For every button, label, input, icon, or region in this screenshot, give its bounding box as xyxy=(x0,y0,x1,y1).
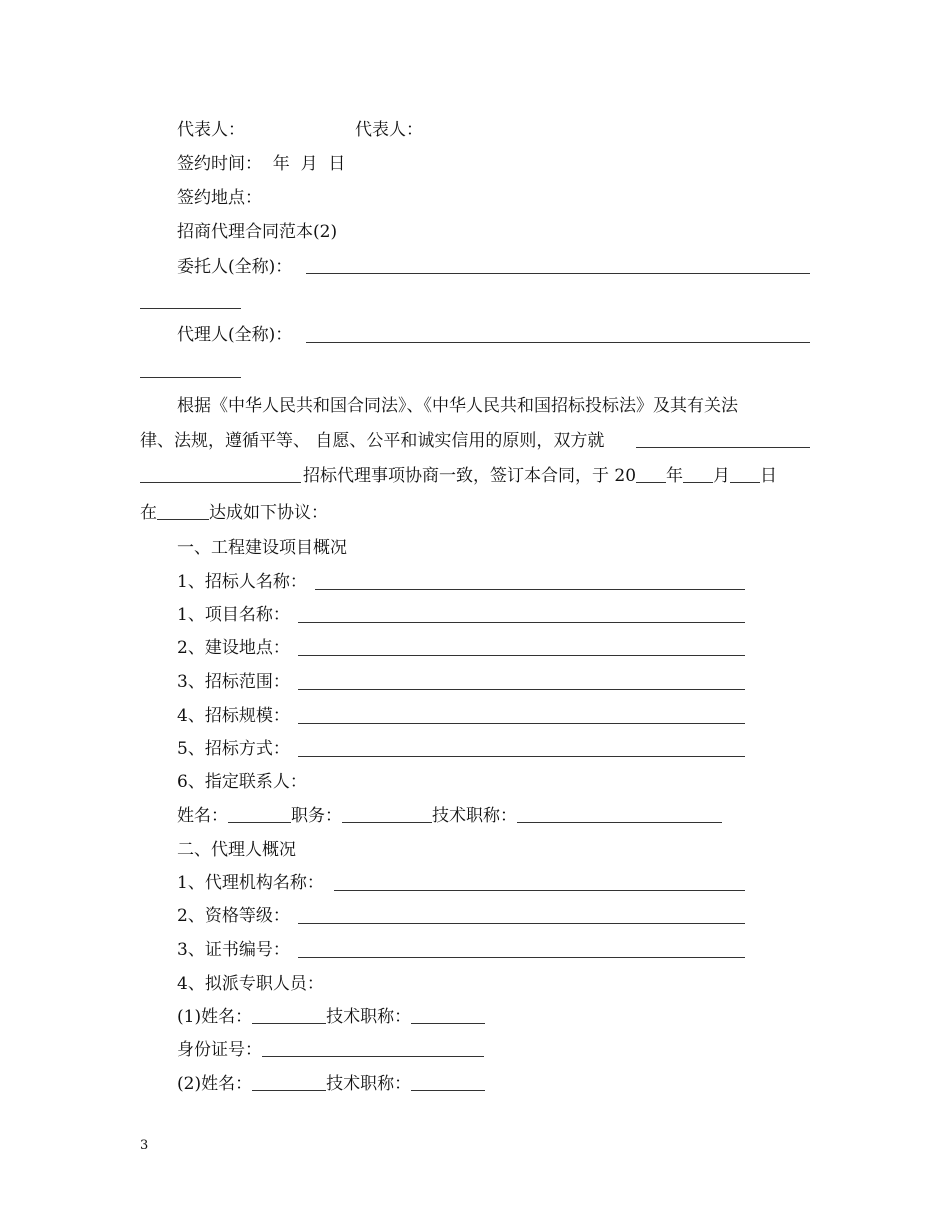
client-label: 委托人(全称)： xyxy=(177,257,293,277)
certificate-number-label: 3、证书编号： xyxy=(177,940,290,960)
month-label: 月 xyxy=(713,466,731,486)
representative-label-right: 代表人： xyxy=(355,120,423,140)
preamble-at-text: 在 xyxy=(140,503,157,523)
staff-1-line xyxy=(177,1007,485,1027)
tender-scope-label: 3、招标范围： xyxy=(177,672,290,692)
agent-blank-cont xyxy=(140,377,241,378)
contact-duty-label: 职务： xyxy=(291,806,342,826)
signing-time: 签约时间： 年 月 日 xyxy=(177,154,346,174)
construction-site-blank xyxy=(298,655,745,656)
year-label: 年 xyxy=(666,466,684,486)
staff-1-name-blank xyxy=(252,1007,326,1024)
contact-title-blank xyxy=(517,806,722,823)
client-blank-cont xyxy=(140,308,241,309)
day-label: 日 xyxy=(760,466,778,486)
project-blank-cont xyxy=(140,482,301,483)
tender-scope-blank xyxy=(298,689,745,690)
tender-method-blank xyxy=(298,756,745,757)
staff-2-title-blank xyxy=(411,1074,485,1091)
construction-site-label: 2、建设地点： xyxy=(177,638,290,658)
agent-blank xyxy=(306,342,810,343)
client-blank xyxy=(306,273,810,274)
contact-name-blank xyxy=(228,806,291,823)
page-number: 3 xyxy=(140,1138,149,1153)
staff-2-line xyxy=(177,1074,485,1094)
staff-2-name-label: (2)姓名： xyxy=(177,1074,253,1094)
staff-1-title-blank xyxy=(411,1007,485,1024)
agency-name-blank xyxy=(334,890,745,891)
assigned-staff-label: 4、拟派专职人员： xyxy=(177,974,324,994)
contact-duty-blank xyxy=(342,806,432,823)
id-number-blank xyxy=(262,1040,484,1057)
project-name-blank xyxy=(298,622,745,623)
tender-scale-blank xyxy=(298,723,745,724)
qualification-level-label: 2、资格等级： xyxy=(177,906,290,926)
id-number-line xyxy=(177,1040,484,1060)
id-number-label: 身份证号： xyxy=(177,1040,262,1060)
staff-1-name-label: (1)姓名： xyxy=(177,1007,253,1027)
project-name-label: 1、项目名称： xyxy=(177,605,290,625)
preamble-agency-text: 招标代理事项协商一致，签订本合同，于 20 xyxy=(303,466,637,486)
section-2-heading: 二、代理人概况 xyxy=(177,840,296,860)
location-blank xyxy=(157,503,209,520)
day-blank xyxy=(730,466,760,483)
tender-scale-label: 4、招标规模： xyxy=(177,706,290,726)
contact-details-line xyxy=(177,806,722,826)
preamble-line-2: 律、法规，遵循平等、 自愿、公平和诚实信用的原则，双方就 xyxy=(140,431,605,451)
year-blank xyxy=(636,466,666,483)
project-blank xyxy=(636,447,810,448)
tenderer-name-blank xyxy=(315,589,745,590)
certificate-number-blank xyxy=(298,957,745,958)
staff-2-title-label: 技术职称： xyxy=(326,1074,412,1094)
section-1-heading: 一、工程建设项目概况 xyxy=(177,538,347,558)
preamble-line-1: 根据《中华人民共和国合同法》、《中华人民共和国招标投标法》及其有关法 xyxy=(177,396,738,416)
contact-name-label: 姓名： xyxy=(177,806,228,826)
qualification-level-blank xyxy=(298,923,745,924)
agency-name-label: 1、代理机构名称： xyxy=(177,873,324,893)
preamble-line-3 xyxy=(303,466,777,486)
tenderer-name-label: 1、招标人名称： xyxy=(177,572,307,592)
representative-label-left: 代表人： xyxy=(177,120,245,140)
tender-method-label: 5、招标方式： xyxy=(177,739,290,759)
staff-2-name-blank xyxy=(252,1074,326,1091)
signing-place: 签约地点： xyxy=(177,188,262,208)
contact-person-label: 6、指定联系人： xyxy=(177,772,307,792)
contract-title: 招商代理合同范本(2) xyxy=(177,222,338,242)
contact-title-label: 技术职称： xyxy=(432,806,517,826)
agent-label: 代理人(全称)： xyxy=(177,325,293,345)
preamble-agreement-text: 达成如下协议： xyxy=(209,503,328,523)
staff-1-title-label: 技术职称： xyxy=(326,1007,412,1027)
preamble-line-4 xyxy=(140,503,328,523)
month-blank xyxy=(683,466,713,483)
